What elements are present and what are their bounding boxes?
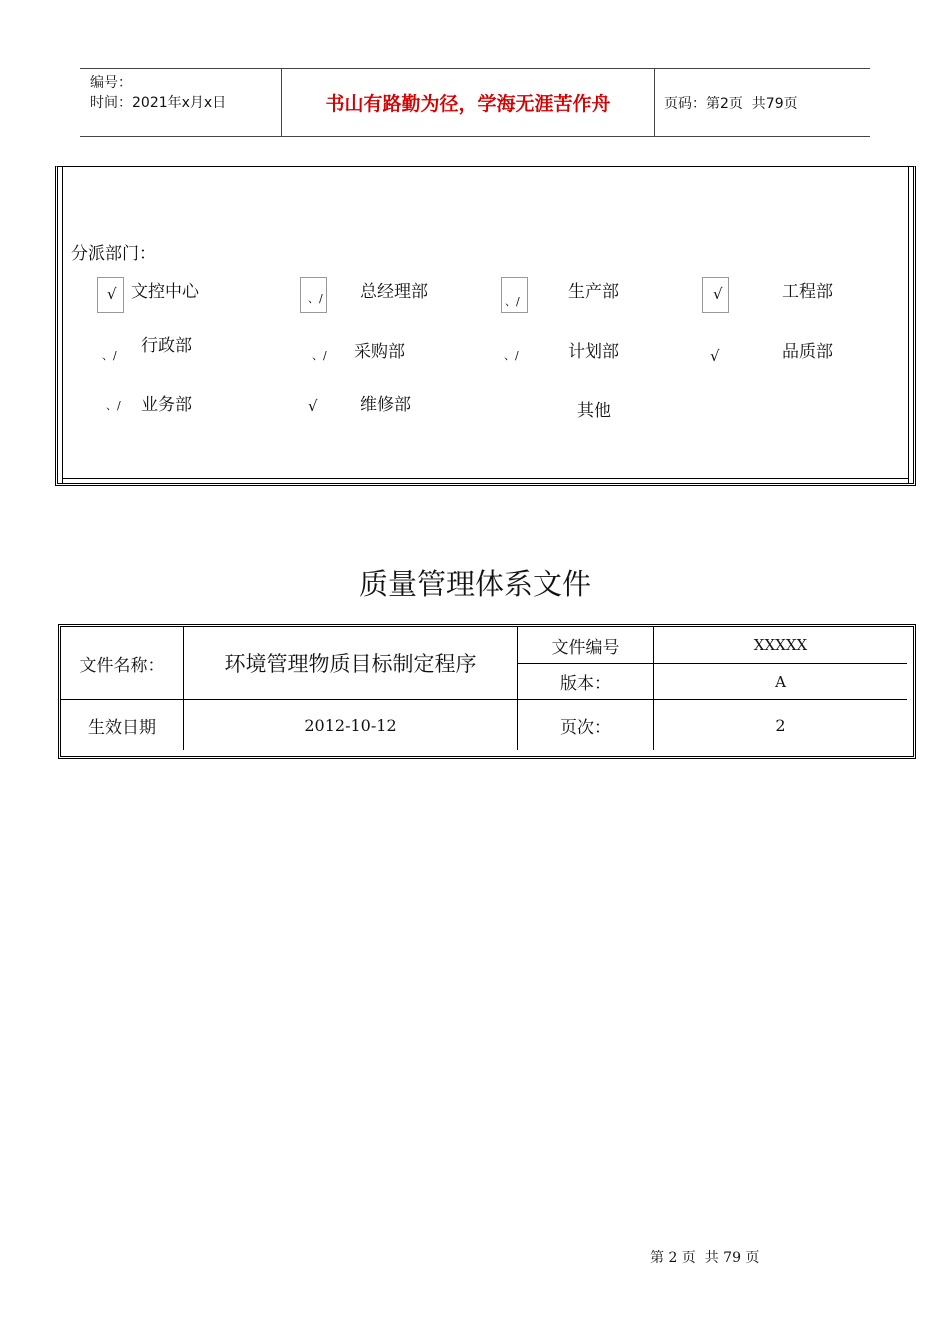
page-value: 2	[775, 715, 786, 735]
file-name-value: 环境管理物质目标制定程序	[224, 652, 477, 676]
page-footer: 第 2 页 共 79 页	[650, 1250, 760, 1266]
time-label: 时间：2021年x月x日	[90, 95, 227, 111]
faded-check-mark: 、/	[308, 292, 323, 305]
dept-label-wenkong: 文控中心	[131, 282, 199, 302]
department-box	[55, 166, 916, 486]
check-mark: √	[308, 397, 318, 415]
faded-check-mark: 、/	[102, 349, 117, 362]
dept-label-qita: 其他	[577, 401, 611, 421]
version-value: A	[775, 672, 786, 691]
header-pager: 页码：第2页 共79页	[664, 96, 798, 112]
checkbox-wenkong[interactable]	[97, 277, 124, 313]
header-divider	[654, 69, 655, 136]
faded-check-mark: 、/	[504, 349, 519, 362]
dept-label-weixiu: 维修部	[360, 395, 411, 415]
faded-check-mark: 、/	[106, 399, 121, 412]
file-number-label: 文件编号	[551, 637, 620, 658]
effective-date-label: 生效日期	[88, 717, 156, 738]
file-name-label: 文件名称：	[79, 655, 165, 676]
version-label: 版本：	[560, 674, 611, 694]
check-mark: √	[713, 285, 723, 303]
faded-check-mark: 、/	[312, 349, 327, 362]
page-label: 页次：	[560, 717, 611, 738]
page-title: 质量管理体系文件	[358, 567, 591, 601]
checkbox-zongjingli[interactable]	[300, 277, 327, 313]
dept-label-caigou: 采购部	[354, 342, 405, 362]
box-border	[62, 478, 909, 479]
dept-label-zongjingli: 总经理部	[360, 282, 428, 302]
department-title: 分派部门：	[71, 244, 156, 264]
checkbox-shengchan[interactable]	[501, 277, 528, 313]
document-info-table	[58, 624, 916, 759]
dept-label-yewu: 业务部	[141, 395, 192, 415]
check-mark: √	[710, 347, 720, 365]
box-border	[62, 167, 63, 483]
dept-label-jihua: 计划部	[568, 342, 619, 362]
header-motto: 书山有路勤为径，学海无涯苦作舟	[325, 93, 611, 115]
dept-label-gongcheng: 工程部	[782, 282, 833, 302]
checkbox-gongcheng[interactable]	[702, 277, 729, 313]
dept-label-shengchan: 生产部	[568, 282, 619, 302]
header-left	[90, 73, 226, 113]
effective-date-value: 2012-10-12	[304, 715, 397, 735]
file-number-value: XXXXX	[753, 636, 808, 654]
box-border	[908, 167, 909, 483]
dept-label-pinzhi: 品质部	[782, 342, 833, 362]
check-mark: √	[107, 285, 117, 303]
faded-check-mark: 、/	[505, 295, 520, 308]
dept-label-xingzheng: 行政部	[141, 336, 192, 356]
doc-number-label: 编号：	[90, 75, 132, 91]
page-header	[80, 68, 870, 137]
